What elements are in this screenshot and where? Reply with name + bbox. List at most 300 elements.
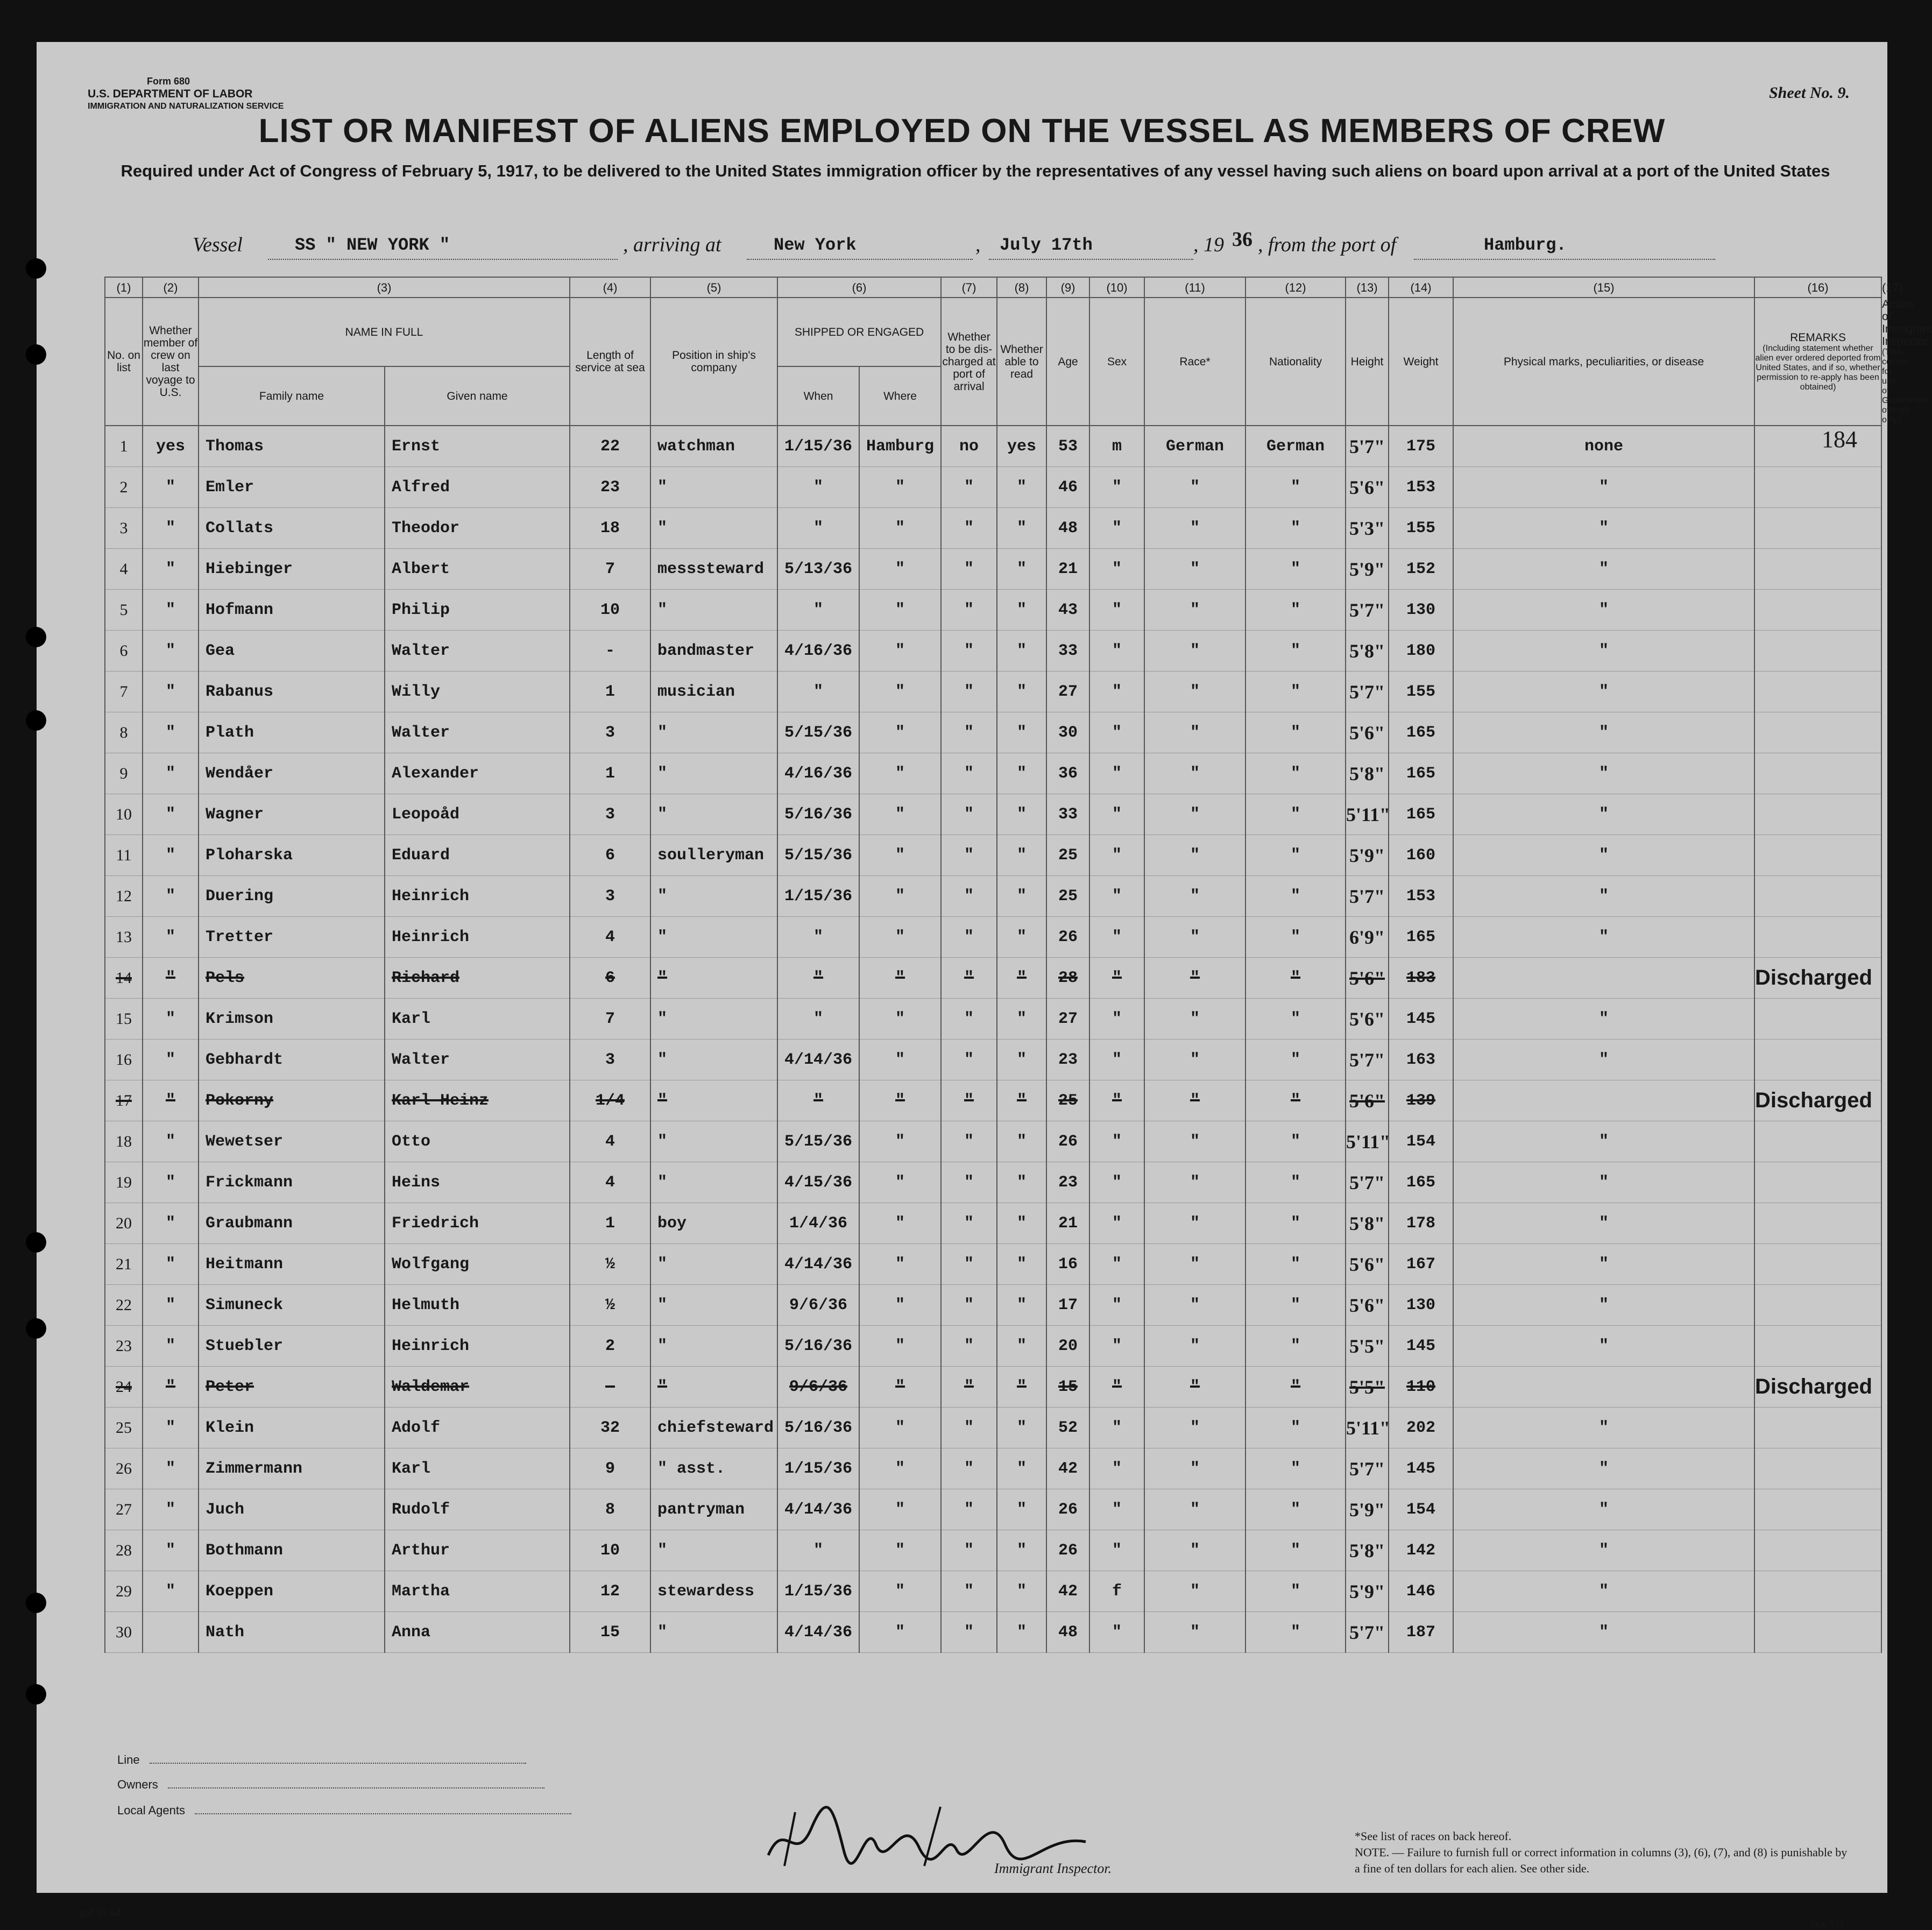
cell-nationality: " — [1245, 631, 1346, 671]
crew-table — [104, 277, 1932, 1653]
cell-able-to-read: " — [997, 1612, 1046, 1653]
cell-physical-marks: " — [1453, 1530, 1754, 1571]
cell-remarks — [1754, 1612, 1881, 1653]
fine-note: NOTE. — Failure to furnish full or correct information in columns (3), (6), (7), and (8) is punishable by a fine of ten dollars for each alien. See other side. — [1355, 1846, 1848, 1875]
cell-shipped-where: " — [859, 1448, 941, 1489]
cell-nationality: " — [1245, 1040, 1346, 1080]
cell-given-name: Wolfgang — [385, 1244, 570, 1285]
cell-last-voyage: " — [143, 1244, 199, 1285]
cell-to-be-discharged: " — [941, 549, 997, 590]
cell-nationality: " — [1245, 1448, 1346, 1489]
cell-weight: 165 — [1389, 794, 1453, 835]
cell-position: " asst. — [650, 1448, 777, 1489]
table-row — [105, 1489, 1881, 1530]
cell-to-be-discharged: " — [941, 794, 997, 835]
cell-length-of-service: 4 — [570, 917, 650, 958]
cell-able-to-read: " — [997, 1162, 1046, 1203]
cell-family-name: Emler — [199, 467, 385, 508]
col-num-10: (10) — [1089, 277, 1144, 298]
cell-list-number: 2 — [105, 467, 143, 508]
cell-age: 42 — [1046, 1448, 1089, 1489]
table-row — [105, 1203, 1881, 1244]
year-prefix: , 19 — [1193, 234, 1224, 256]
cell-remarks — [1754, 1408, 1881, 1448]
cell-able-to-read: " — [997, 1121, 1046, 1162]
col-name-in-full: NAME IN FULL — [199, 298, 570, 366]
cell-height: 5'6" — [1346, 1080, 1389, 1121]
cell-shipped-when: 1/4/36 — [777, 1203, 859, 1244]
cell-last-voyage: " — [143, 835, 199, 876]
cell-to-be-discharged: " — [941, 1203, 997, 1244]
cell-given-name: Walter — [385, 1040, 570, 1080]
binder-hole — [26, 710, 46, 731]
cell-sex: " — [1089, 631, 1144, 671]
cell-weight: 130 — [1389, 1285, 1453, 1326]
cell-race: " — [1144, 1367, 1245, 1408]
form-number: Form 680 — [147, 76, 190, 87]
cell-given-name: Walter — [385, 631, 570, 671]
cell-shipped-where: " — [859, 1367, 941, 1408]
cell-length-of-service: 18 — [570, 508, 650, 549]
cell-remarks — [1754, 876, 1881, 917]
cell-last-voyage: " — [143, 1285, 199, 1326]
cell-height: 5'7" — [1346, 1448, 1389, 1489]
cell-sex: " — [1089, 1121, 1144, 1162]
cell-physical-marks: " — [1453, 590, 1754, 631]
cell-physical-marks: " — [1453, 467, 1754, 508]
cell-length-of-service: - — [570, 631, 650, 671]
col-num-1: (1) — [105, 277, 143, 298]
department-name: U.S. DEPARTMENT OF LABOR — [88, 88, 253, 100]
agents-label: Local Agents — [117, 1804, 185, 1817]
table-row — [105, 590, 1881, 631]
cell-physical-marks: " — [1453, 1203, 1754, 1244]
cell-position: " — [650, 1612, 777, 1653]
cell-position: " — [650, 1121, 777, 1162]
col-num-5: (5) — [650, 277, 777, 298]
cell-race: " — [1144, 1285, 1245, 1326]
cell-remarks: Discharged — [1754, 1367, 1881, 1408]
cell-position: bandmaster — [650, 631, 777, 671]
cell-nationality: " — [1245, 467, 1346, 508]
cell-age: 43 — [1046, 590, 1089, 631]
cell-height: 5'8" — [1346, 1530, 1389, 1571]
cell-position: " — [650, 508, 777, 549]
table-row — [105, 1040, 1881, 1080]
cell-position: " — [650, 1530, 777, 1571]
document-title: LIST OR MANIFEST OF ALIENS EMPLOYED ON THE VESSEL AS MEMBERS OF CREW — [258, 112, 1666, 150]
cell-list-number: 16 — [105, 1040, 143, 1080]
cell-shipped-when: 4/14/36 — [777, 1244, 859, 1285]
cell-shipped-where: " — [859, 794, 941, 835]
cell-length-of-service: 7 — [570, 999, 650, 1040]
cell-last-voyage: " — [143, 753, 199, 794]
cell-last-voyage: yes — [143, 426, 199, 467]
cell-race: " — [1144, 1448, 1245, 1489]
cell-physical-marks: " — [1453, 835, 1754, 876]
cell-weight: 167 — [1389, 1244, 1453, 1285]
binder-hole — [26, 344, 46, 365]
vessel-name: SS " NEW YORK " — [295, 235, 450, 255]
arrival-port: New York — [774, 235, 857, 255]
table-row — [105, 1448, 1881, 1489]
cell-height: 5'6" — [1346, 712, 1389, 753]
cell-nationality: " — [1245, 1489, 1346, 1530]
table-row — [105, 426, 1881, 467]
cell-physical-marks: " — [1453, 917, 1754, 958]
cell-sex: " — [1089, 467, 1144, 508]
cell-remarks — [1754, 1040, 1881, 1080]
col-remarks — [1754, 298, 1881, 426]
vessel-label: Vessel — [193, 234, 243, 256]
cell-to-be-discharged: " — [941, 671, 997, 712]
owners-label: Owners — [117, 1778, 158, 1791]
cell-position: " — [650, 1326, 777, 1367]
cell-last-voyage: " — [143, 1080, 199, 1121]
cell-age: 25 — [1046, 1080, 1089, 1121]
cell-age: 33 — [1046, 794, 1089, 835]
cell-length-of-service: 4 — [570, 1121, 650, 1162]
cell-last-voyage: " — [143, 1040, 199, 1080]
cell-family-name: Pels — [199, 958, 385, 999]
cell-position: " — [650, 590, 777, 631]
cell-given-name: Richard — [385, 958, 570, 999]
cell-age: 53 — [1046, 426, 1089, 467]
cell-shipped-where: " — [859, 1244, 941, 1285]
col-when: When — [777, 366, 859, 426]
cell-given-name: Heinrich — [385, 876, 570, 917]
cell-list-number: 1 — [105, 426, 143, 467]
col-num-13: (13) — [1346, 277, 1389, 298]
cell-family-name: Wewetser — [199, 1121, 385, 1162]
cell-age: 30 — [1046, 712, 1089, 753]
cell-shipped-where: " — [859, 467, 941, 508]
cell-shipped-where: " — [859, 508, 941, 549]
cell-shipped-when: 5/16/36 — [777, 1326, 859, 1367]
cell-list-number: 26 — [105, 1448, 143, 1489]
cell-length-of-service: ½ — [570, 1285, 650, 1326]
cell-weight: 155 — [1389, 508, 1453, 549]
cell-shipped-where: " — [859, 999, 941, 1040]
cell-last-voyage — [143, 1612, 199, 1653]
cell-nationality: " — [1245, 671, 1346, 712]
cell-length-of-service: 4 — [570, 1162, 650, 1203]
col-last-voyage: Whether member of crew on last voyage to U.S. — [143, 298, 199, 426]
cell-shipped-where: Hamburg — [859, 426, 941, 467]
cell-shipped-where: " — [859, 917, 941, 958]
cell-family-name: Zimmermann — [199, 1448, 385, 1489]
cell-length-of-service: 8 — [570, 1489, 650, 1530]
table-row — [105, 917, 1881, 958]
cell-weight: 130 — [1389, 590, 1453, 631]
cell-physical-marks: " — [1453, 1448, 1754, 1489]
cell-nationality: " — [1245, 1162, 1346, 1203]
cell-shipped-where: " — [859, 1571, 941, 1612]
cell-list-number: 19 — [105, 1162, 143, 1203]
cell-last-voyage: " — [143, 1408, 199, 1448]
cell-shipped-when: 4/16/36 — [777, 753, 859, 794]
cell-position: watchman — [650, 426, 777, 467]
cell-length-of-service: 3 — [570, 1040, 650, 1080]
cell-race: " — [1144, 876, 1245, 917]
cell-list-number: 10 — [105, 794, 143, 835]
table-row — [105, 467, 1881, 508]
cell-height: 5'6" — [1346, 1244, 1389, 1285]
cell-able-to-read: " — [997, 712, 1046, 753]
cell-race: " — [1144, 508, 1245, 549]
col-weight: Weight — [1389, 298, 1453, 426]
cell-position: " — [650, 1162, 777, 1203]
cell-family-name: Gebhardt — [199, 1040, 385, 1080]
cell-able-to-read: " — [997, 1448, 1046, 1489]
cell-shipped-where: " — [859, 712, 941, 753]
cell-sex: " — [1089, 1448, 1144, 1489]
cell-physical-marks: " — [1453, 1489, 1754, 1530]
cell-race: " — [1144, 590, 1245, 631]
cell-list-number: 27 — [105, 1489, 143, 1530]
cell-age: 48 — [1046, 508, 1089, 549]
cell-height: 5'11" — [1346, 1121, 1389, 1162]
cell-length-of-service: 6 — [570, 958, 650, 999]
table-row — [105, 835, 1881, 876]
cell-length-of-service: 3 — [570, 712, 650, 753]
cell-list-number: 14 — [105, 958, 143, 999]
cell-able-to-read: " — [997, 1040, 1046, 1080]
cell-list-number: 9 — [105, 753, 143, 794]
cell-position: chiefsteward — [650, 1408, 777, 1448]
cell-family-name: Gea — [199, 631, 385, 671]
races-note: *See list of races on back hereof. — [1355, 1829, 1512, 1843]
cell-to-be-discharged: " — [941, 1040, 997, 1080]
cell-family-name: Rabanus — [199, 671, 385, 712]
cell-weight: 139 — [1389, 1080, 1453, 1121]
table-row — [105, 712, 1881, 753]
cell-able-to-read: " — [997, 1367, 1046, 1408]
cell-race: " — [1144, 549, 1245, 590]
cell-to-be-discharged: " — [941, 1285, 997, 1326]
cell-age: 33 — [1046, 631, 1089, 671]
cell-to-be-discharged: " — [941, 1489, 997, 1530]
remarks-subtitle: (Including statement whether alien ever ordered deported from United States, and if so, whether permission to re-apply has been obtained) — [1755, 343, 1881, 392]
cell-last-voyage: " — [143, 1162, 199, 1203]
cell-physical-marks: " — [1453, 631, 1754, 671]
cell-shipped-where: " — [859, 753, 941, 794]
cell-position: stewardess — [650, 1571, 777, 1612]
cell-able-to-read: " — [997, 1530, 1046, 1571]
cell-able-to-read: " — [997, 1203, 1046, 1244]
cell-to-be-discharged: no — [941, 426, 997, 467]
cell-shipped-where: " — [859, 1530, 941, 1571]
signature-scrawl — [763, 1796, 1096, 1871]
table-row — [105, 1571, 1881, 1612]
table-row — [105, 1080, 1881, 1121]
cell-position: " — [650, 712, 777, 753]
cell-position: " — [650, 1040, 777, 1080]
cell-race: " — [1144, 1408, 1245, 1448]
cell-able-to-read: " — [997, 590, 1046, 631]
cell-family-name: Bothmann — [199, 1530, 385, 1571]
cell-weight: 160 — [1389, 835, 1453, 876]
cell-age: 26 — [1046, 1530, 1089, 1571]
cell-physical-marks: " — [1453, 876, 1754, 917]
cell-weight: 165 — [1389, 1162, 1453, 1203]
cell-age: 21 — [1046, 1203, 1089, 1244]
cell-remarks — [1754, 1121, 1881, 1162]
cell-shipped-where: " — [859, 1040, 941, 1080]
cell-given-name: Heinrich — [385, 1326, 570, 1367]
cell-position: " — [650, 467, 777, 508]
cell-shipped-when: 4/14/36 — [777, 1612, 859, 1653]
binder-hole — [26, 1684, 46, 1705]
remarks-title: REMARKS — [1790, 331, 1846, 344]
cell-shipped-where: " — [859, 590, 941, 631]
cell-able-to-read: " — [997, 753, 1046, 794]
cell-height: 5'6" — [1346, 1285, 1389, 1326]
col-race: Race* — [1144, 298, 1245, 426]
cell-length-of-service: 1 — [570, 753, 650, 794]
cell-shipped-when: " — [777, 999, 859, 1040]
cell-sex: " — [1089, 794, 1144, 835]
cell-able-to-read: " — [997, 1285, 1046, 1326]
cell-list-number: 8 — [105, 712, 143, 753]
cell-race: " — [1144, 671, 1245, 712]
col-to-be-discharged: Whether to be dis-charged at port of arrival — [941, 298, 997, 426]
cell-remarks — [1754, 794, 1881, 835]
cell-weight: 165 — [1389, 712, 1453, 753]
cell-race: " — [1144, 1489, 1245, 1530]
cell-able-to-read: " — [997, 835, 1046, 876]
cell-height: 5'7" — [1346, 590, 1389, 631]
table-header — [105, 277, 1932, 426]
cell-remarks — [1754, 508, 1881, 549]
cell-remarks — [1754, 1489, 1881, 1530]
cell-position: " — [650, 1080, 777, 1121]
cell-to-be-discharged: " — [941, 1244, 997, 1285]
cell-shipped-where: " — [859, 1612, 941, 1653]
table-row — [105, 1408, 1881, 1448]
cell-shipped-when: " — [777, 508, 859, 549]
cell-nationality: German — [1245, 426, 1346, 467]
cell-shipped-when: 9/6/36 — [777, 1367, 859, 1408]
cell-shipped-when: 4/14/36 — [777, 1040, 859, 1080]
cell-sex: " — [1089, 671, 1144, 712]
cell-last-voyage: " — [143, 1530, 199, 1571]
cell-physical-marks: " — [1453, 1285, 1754, 1326]
cell-to-be-discharged: " — [941, 590, 997, 631]
cell-height: 5'11" — [1346, 1408, 1389, 1448]
cell-weight: 153 — [1389, 467, 1453, 508]
cell-given-name: Alexander — [385, 753, 570, 794]
cell-sex: " — [1089, 835, 1144, 876]
cell-sex: " — [1089, 1040, 1144, 1080]
cell-family-name: Peter — [199, 1367, 385, 1408]
cell-shipped-where: " — [859, 1408, 941, 1448]
cell-race: " — [1144, 917, 1245, 958]
cell-given-name: Heinrich — [385, 917, 570, 958]
cell-nationality: " — [1245, 1285, 1346, 1326]
cell-length-of-service: 7 — [570, 549, 650, 590]
cell-weight: 183 — [1389, 958, 1453, 999]
cell-family-name: Juch — [199, 1489, 385, 1530]
cell-shipped-when: 4/14/36 — [777, 1489, 859, 1530]
arriving-label: , arriving at — [623, 234, 721, 256]
cell-remarks — [1754, 712, 1881, 753]
cell-to-be-discharged: " — [941, 1408, 997, 1448]
table-row — [105, 1612, 1881, 1653]
cell-family-name: Hiebinger — [199, 549, 385, 590]
cell-race: " — [1144, 1612, 1245, 1653]
table-row — [105, 1285, 1881, 1326]
cell-given-name: Martha — [385, 1571, 570, 1612]
cell-weight: 155 — [1389, 671, 1453, 712]
cell-list-number: 7 — [105, 671, 143, 712]
cell-shipped-where: " — [859, 631, 941, 671]
cell-last-voyage: " — [143, 508, 199, 549]
col-num-4: (4) — [570, 277, 650, 298]
cell-to-be-discharged: " — [941, 999, 997, 1040]
cell-remarks — [1754, 1162, 1881, 1203]
cell-physical-marks: " — [1453, 794, 1754, 835]
cell-race: " — [1144, 1162, 1245, 1203]
cell-weight: 145 — [1389, 1448, 1453, 1489]
cell-nationality: " — [1245, 794, 1346, 835]
cell-last-voyage: " — [143, 467, 199, 508]
cell-race: " — [1144, 1080, 1245, 1121]
cell-position: musician — [650, 671, 777, 712]
page-number: 184 — [1822, 426, 1857, 453]
cell-age: 28 — [1046, 958, 1089, 999]
cell-sex: " — [1089, 1285, 1144, 1326]
cell-last-voyage: " — [143, 1203, 199, 1244]
cell-height: 5'8" — [1346, 631, 1389, 671]
cell-sex: " — [1089, 1162, 1144, 1203]
cell-family-name: Plath — [199, 712, 385, 753]
cell-sex: " — [1089, 1489, 1144, 1530]
cell-sex: " — [1089, 590, 1144, 631]
cell-last-voyage: " — [143, 1367, 199, 1408]
table-row — [105, 999, 1881, 1040]
table-row — [105, 1367, 1881, 1408]
cell-list-number: 23 — [105, 1326, 143, 1367]
year-value: 36 — [1232, 228, 1252, 251]
table-row — [105, 1530, 1881, 1571]
cell-to-be-discharged: " — [941, 1448, 997, 1489]
sheet-number: Sheet No. 9. — [1769, 84, 1850, 102]
cell-remarks — [1754, 835, 1881, 876]
cell-sex: " — [1089, 1530, 1144, 1571]
cell-able-to-read: " — [997, 958, 1046, 999]
cell-last-voyage: " — [143, 1571, 199, 1612]
cell-length-of-service: 10 — [570, 590, 650, 631]
cell-weight: 163 — [1389, 1040, 1453, 1080]
cell-last-voyage: " — [143, 549, 199, 590]
cell-list-number: 24 — [105, 1367, 143, 1408]
cell-able-to-read: " — [997, 671, 1046, 712]
column-number-row: (1) (2) (3) (4) (5) (6) (7) (8) (9) (10) (11) (12) (13) (14) (15) (16) (17) — [105, 277, 1881, 298]
cell-sex: " — [1089, 1326, 1144, 1367]
cell-given-name: Alfred — [385, 467, 570, 508]
cell-family-name: Frickmann — [199, 1162, 385, 1203]
cell-position: " — [650, 958, 777, 999]
cell-to-be-discharged: " — [941, 1162, 997, 1203]
cell-position: soulleryman — [650, 835, 777, 876]
cell-weight: 180 — [1389, 631, 1453, 671]
cell-to-be-discharged: " — [941, 958, 997, 999]
cell-weight: 202 — [1389, 1408, 1453, 1448]
cell-shipped-where: " — [859, 1121, 941, 1162]
cell-sex: " — [1089, 999, 1144, 1040]
footer-notes — [1355, 1828, 1855, 1877]
